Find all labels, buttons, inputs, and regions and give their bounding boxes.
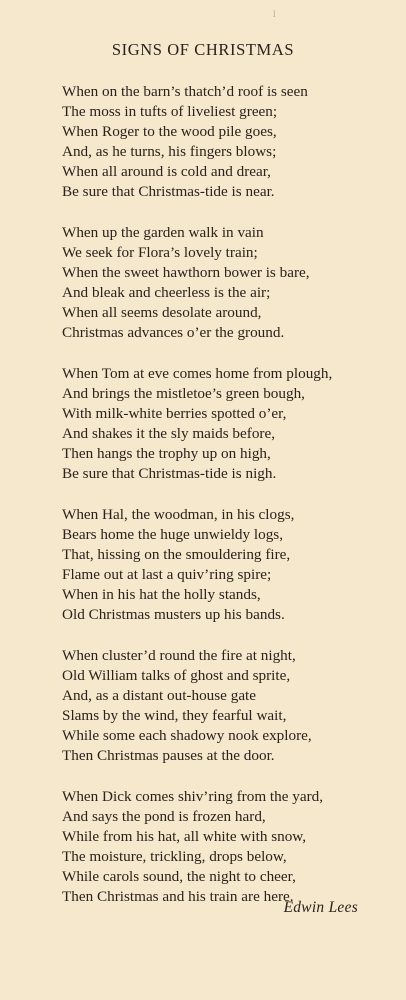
author-signature: Edwin Lees [283, 899, 358, 916]
poem-title: SIGNS OF CHRISTMAS [111, 40, 295, 59]
poem-line: When all seems desolate around, [62, 304, 262, 321]
poem-line: Old Christmas musters up his bands. [62, 606, 285, 623]
poem-line: When Tom at eve comes home from plough, [62, 365, 333, 382]
poem-line: Slams by the wind, they fearful wait, [62, 707, 287, 724]
poem-line: And says the pond is frozen hard, [62, 808, 266, 825]
poem-line: While from his hat, all white with snow, [62, 828, 307, 845]
poem-line: And brings the mistletoe’s green bough, [62, 385, 305, 402]
poem-line: And shakes it the sly maids before, [62, 425, 276, 442]
poem-body [62, 82, 392, 907]
poem-line: Be sure that Christmas-tide is nigh. [62, 465, 277, 482]
poem-line: When Roger to the wood pile goes, [62, 123, 277, 140]
poem-line: Bears home the huge unwieldy logs, [62, 526, 284, 543]
stanza [62, 223, 392, 343]
poem-line: With milk-white berries spotted o’er, [62, 405, 287, 422]
page-mark: l [273, 9, 276, 19]
stanza [62, 646, 392, 766]
poem-line: Be sure that Christmas-tide is near. [62, 183, 275, 200]
poem-line: When the sweet hawthorn bower is bare, [62, 264, 310, 281]
poem-line: While carols sound, the night to cheer, [62, 868, 296, 885]
poem-line: Then hangs the trophy up on high, [62, 445, 271, 462]
poem-line: When all around is cold and drear, [62, 163, 271, 180]
poem-line: When in his hat the holly stands, [62, 586, 261, 603]
poem-line: Christmas advances o’er the ground. [62, 324, 285, 341]
poem-line: And, as a distant out-house gate [62, 687, 257, 704]
poem-line: Then Christmas and his train are here. [62, 888, 294, 905]
poem-line: While some each shadowy nook explore, [62, 727, 312, 744]
poem-line: When up the garden walk in vain [62, 224, 264, 241]
poem-line: The moisture, trickling, drops below, [62, 848, 287, 865]
stanza [62, 82, 392, 202]
stanza [62, 787, 392, 907]
poem-line: When Hal, the woodman, in his clogs, [62, 506, 295, 523]
poem-line: Then Christmas pauses at the door. [62, 747, 275, 764]
poem-line: The moss in tufts of liveliest green; [62, 103, 278, 120]
stanza [62, 364, 392, 484]
stanza [62, 505, 392, 625]
poem-line: When cluster’d round the fire at night, [62, 647, 296, 664]
poem-line: We seek for Flora’s lovely train; [62, 244, 258, 261]
poem-line: And bleak and cheerless is the air; [62, 284, 271, 301]
poem-line: That, hissing on the smouldering fire, [62, 546, 291, 563]
poem-line: When on the barn’s thatch’d roof is seen [62, 83, 308, 100]
poem-line: When Dick comes shiv’ring from the yard, [62, 788, 324, 805]
poem-line: And, as he turns, his fingers blows; [62, 143, 277, 160]
poem-line: Old William talks of ghost and sprite, [62, 667, 291, 684]
poem-line: Flame out at last a quiv’ring spire; [62, 566, 272, 583]
